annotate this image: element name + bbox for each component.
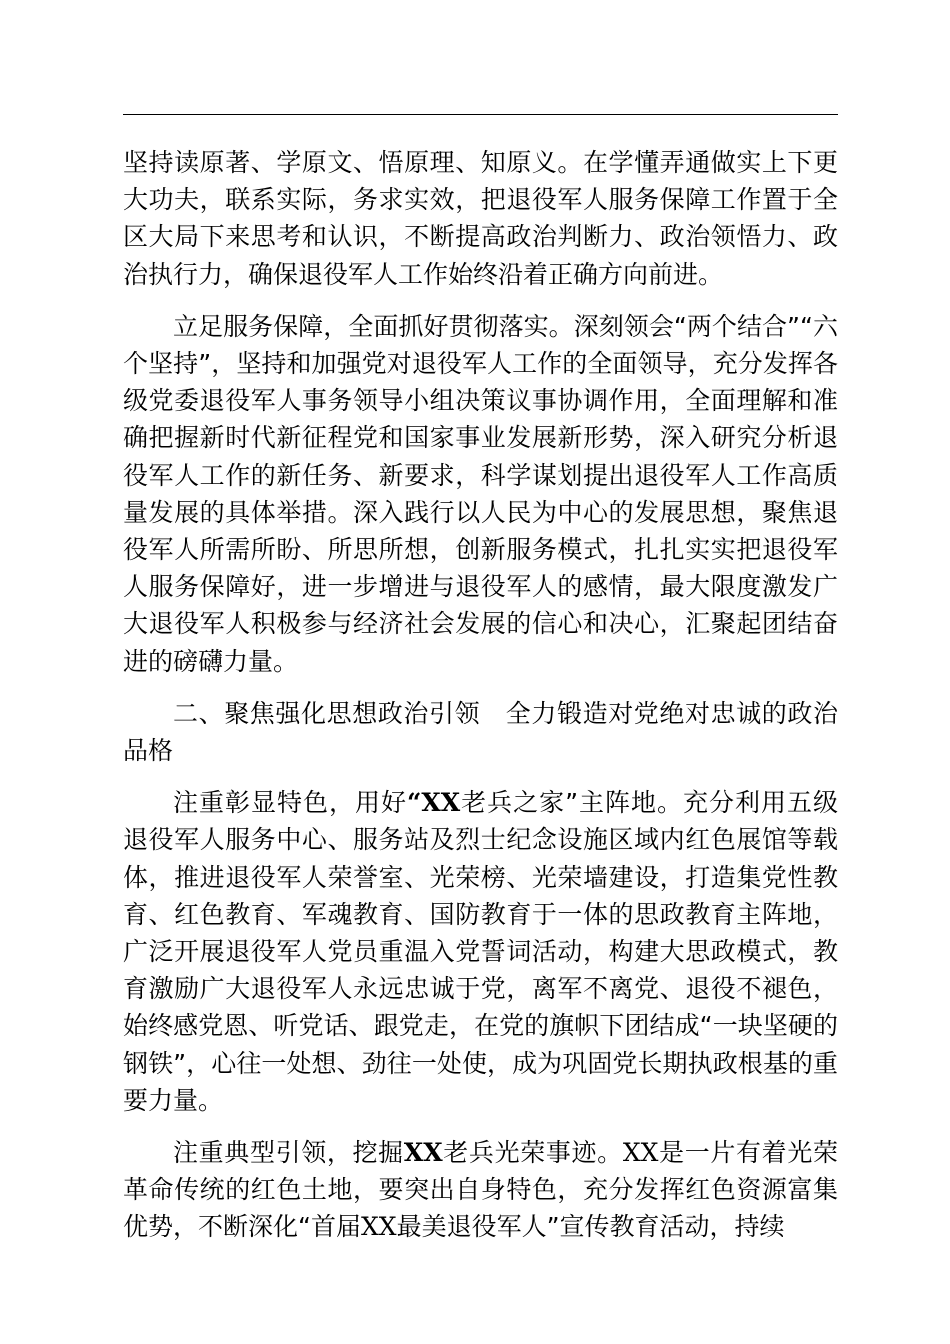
paragraph-4-text-b: 是一片有着光荣革命传统的红色土地，要突出自身特色，充分发挥红色资源富集优势，不断深化“首届 xyxy=(123,1138,838,1242)
paragraph-3-lead: 注重彰显特色，用好 xyxy=(173,788,407,818)
section-heading-2: 二、聚焦强化思想政治引领 全力锻造对党绝对忠诚的政治品格 xyxy=(123,698,838,766)
paragraph-3-text: 主阵地。充分利用五级退役军人服务中心、服务站及烈士纪念设施区域内红色展馆等载体，推进退役军人荣誉室、光荣榜、光荣墙建设，打造集党性教育、红色教育、军魂教育、国防教育于一体的思政教育主阵地，广泛开展退役军人党员重温入党誓词活动，构建大思政模式，教育激励广大退役军人永远忠诚于党，离军不离党、退役不褪色，始终感党恩、听党话、跟党走，在党的旗帜下团结成“一块坚硬的钢铁”，心往一处想、劲往一处使，成为巩固党长期执政根基的重要力量。 xyxy=(123,788,838,1115)
paragraph-3-quoted-rest: 老兵之家” xyxy=(460,788,579,818)
paragraph-3 xyxy=(123,784,838,1119)
paragraph-2: 立足服务保障，全面抓好贯彻落实。深刻领会“两个结合”“六个坚持”，坚持和加强党对退役军人工作的全面领导，充分发挥各级党委退役军人事务领导小组决策议事协调作用，全面理解和准确把握新时代新征程党和国家事业发展新形势，深入研究分析退役军人工作的新任务、新要求，科学谋划提出退役军人工作高质量发展的具体举措。深入践行以人民为中心的发展思想，聚焦退役军人所需所盼、所思所想，创新服务模式，扎扎实实把退役军人服务保障好，进一步增进与退役军人的感情，最大限度激发广大退役军人积极参与经济社会发展的信心和决心，汇聚起团结奋进的磅礴力量。 xyxy=(123,311,838,676)
paragraph-3-quoted: “XX xyxy=(406,788,461,818)
paragraph-4-serif-xx: XX xyxy=(622,1138,659,1168)
paragraph-4 xyxy=(123,1134,838,1246)
document-body xyxy=(123,144,838,1261)
paragraph-4-text-c: 最美退役军人”宣传教育活动，持续 xyxy=(396,1212,785,1242)
paragraph-4-lead: 注重典型引领，挖掘 xyxy=(173,1138,404,1168)
paragraph-4-text-a: 老兵光荣事迹。 xyxy=(442,1138,623,1168)
paragraph-4-bold-xx: XX xyxy=(403,1138,443,1168)
header-rule xyxy=(123,114,838,115)
paragraph-1: 坚持读原著、学原文、悟原理、知原义。在学懂弄通做实上下更大功夫，联系实际，务求实效，把退役军人服务保障工作置于全区大局下来思考和认识，不断提高政治判断力、政治领悟力、政治执行力，确保退役军人工作始终沿着正确方向前进。 xyxy=(123,148,838,289)
paragraph-4-serif-xx-2: XX xyxy=(360,1212,397,1242)
